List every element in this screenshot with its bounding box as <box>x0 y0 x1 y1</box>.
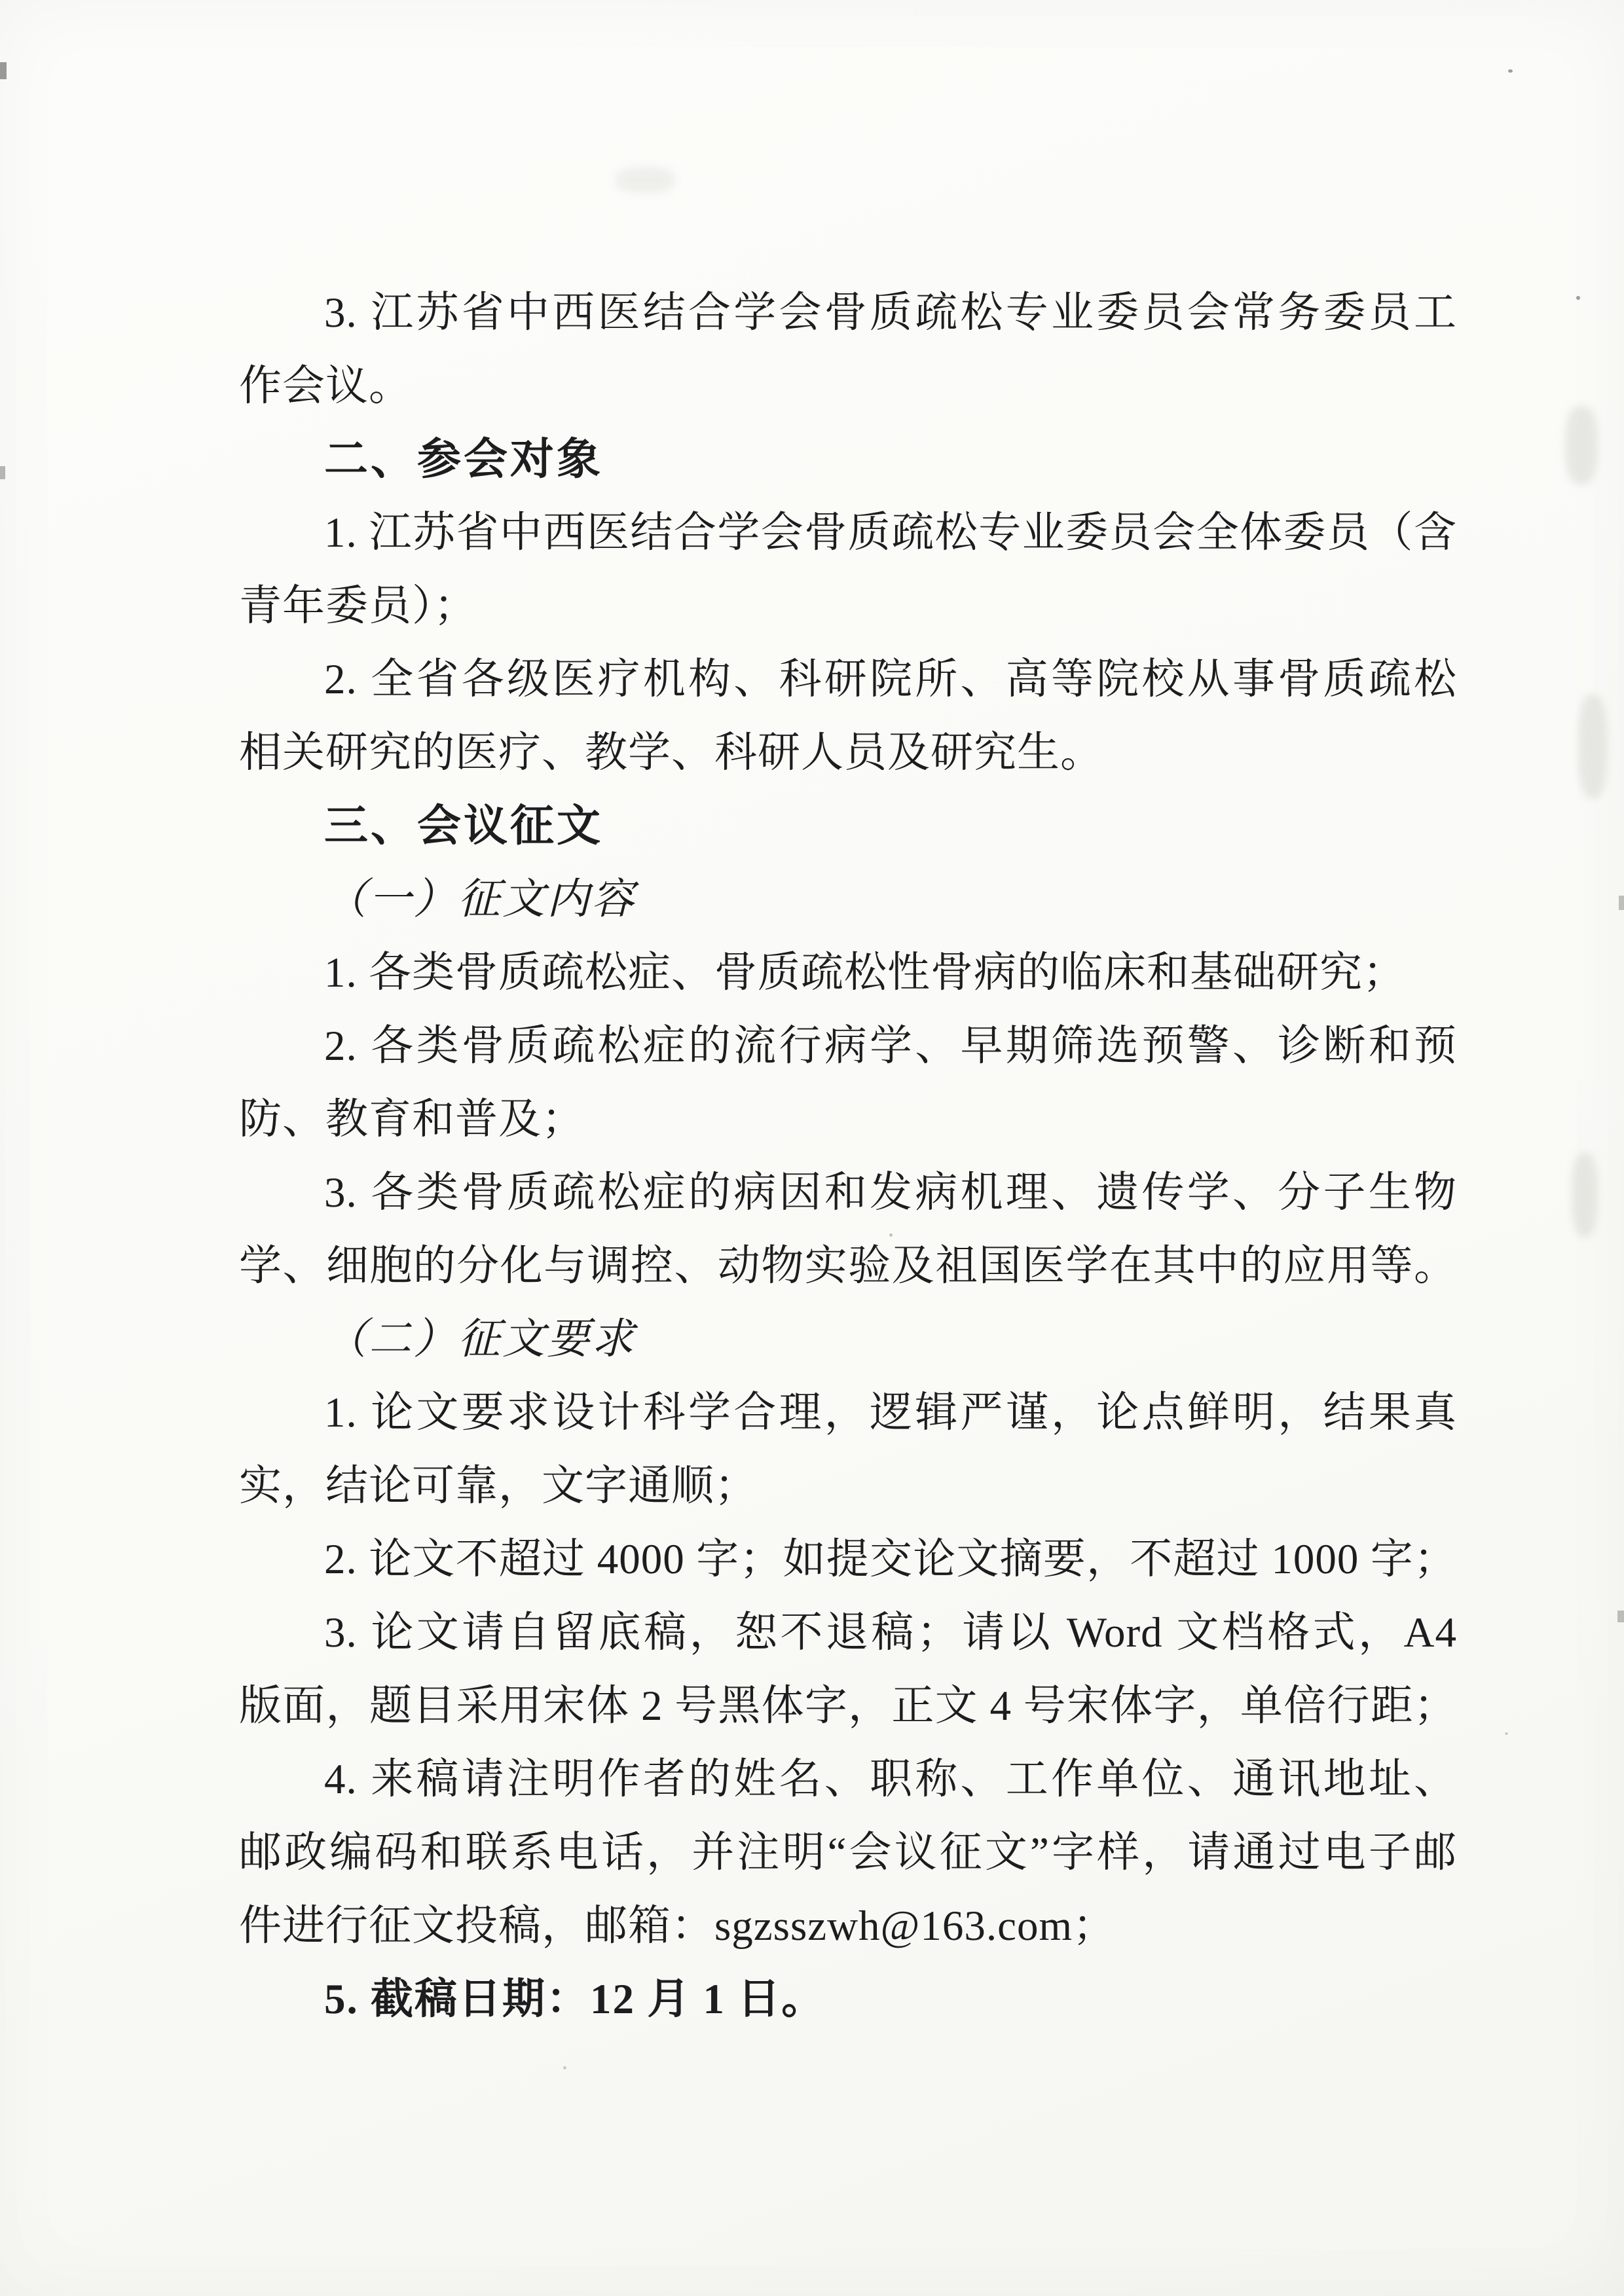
scan-smudge <box>1572 1152 1598 1237</box>
participants-item-1-line-1: 1. 江苏省中西医结合学会骨质疏松专业委员会全体委员（含 <box>324 509 1457 556</box>
scan-speck <box>1508 69 1513 73</box>
participants-item-2-line-1: 2. 全省各级医疗机构、科研院所、高等院校从事骨质疏松 <box>324 656 1457 703</box>
requirements-item-4-line-1: 4. 来稿请注明作者的姓名、职称、工作单位、通讯地址、 <box>324 1756 1457 1803</box>
requirements-item-1-line-1: 1. 论文要求设计科学合理，逻辑严谨，论点鲜明，结果真 <box>324 1389 1457 1436</box>
requirements-item-2: 2. 论文不超过 4000 字；如提交论文摘要，不超过 1000 字； <box>324 1536 1457 1583</box>
paper-content-item-2-line-2: 防、教育和普及； <box>239 1096 585 1143</box>
subsection-heading-requirements: （二）征文要求 <box>324 1316 637 1363</box>
scan-edge-mark <box>0 466 5 479</box>
requirements-item-4-email-line: 件进行征文投稿，邮箱：sgzsszwh@163.com； <box>239 1903 1116 1950</box>
paper-content-item-2-line-1: 2. 各类骨质疏松症的流行病学、早期筛选预警、诊断和预 <box>324 1023 1457 1070</box>
paper-content-item-3-line-1: 3. 各类骨质疏松症的病因和发病机理、遗传学、分子生物 <box>324 1169 1457 1216</box>
scan-smudge <box>616 167 674 193</box>
section-heading-call-for-papers: 三、会议征文 <box>324 801 603 850</box>
participants-item-2-line-2: 相关研究的医疗、教学、科研人员及研究生。 <box>239 729 1104 776</box>
scan-speck <box>1505 1732 1508 1735</box>
requirements-item-5-deadline: 5. 截稿日期：12 月 1 日。 <box>324 1976 826 2023</box>
subsection-heading-paper-content: （一）征文内容 <box>324 876 637 923</box>
scan-speck <box>889 1233 893 1237</box>
section-heading-participants: 二、参会对象 <box>324 435 603 484</box>
participants-item-1-line-2: 青年委员）； <box>239 583 477 630</box>
paper-content-item-3-line-2: 学、细胞的分化与调控、动物实验及祖国医学在其中的应用等。 <box>239 1243 1457 1290</box>
scan-edge-mark <box>1617 1611 1624 1622</box>
scan-edge-mark <box>1619 896 1624 910</box>
agenda-item-3-line-1: 3. 江苏省中西医结合学会骨质疏松专业委员会常务委员工 <box>324 289 1457 337</box>
scan-smudge <box>1565 406 1598 484</box>
requirements-item-3-line-2: 版面，题目采用宋体 2 号黑体字，正文 4 号宋体字，单倍行距； <box>239 1683 1457 1730</box>
requirements-item-3-line-1: 3. 论文请自留底稿，恕不退稿；请以 Word 文档格式，A4 <box>324 1609 1457 1656</box>
requirements-item-1-line-2: 实，结论可靠，文字通顺； <box>239 1463 758 1510</box>
scan-smudge <box>1578 694 1608 799</box>
document-text <box>239 276 1457 2036</box>
paper-content-item-1: 1. 各类骨质疏松症、骨质疏松性骨病的临床和基础研究； <box>324 949 1407 996</box>
agenda-item-3-line-2: 作会议。 <box>239 363 413 410</box>
scan-edge-mark <box>0 62 7 79</box>
requirements-item-4-line-2: 邮政编码和联系电话，并注明“会议征文”字样，请通过电子邮 <box>239 1829 1457 1876</box>
scan-speck <box>1576 296 1580 300</box>
scan-speck <box>563 2066 566 2069</box>
